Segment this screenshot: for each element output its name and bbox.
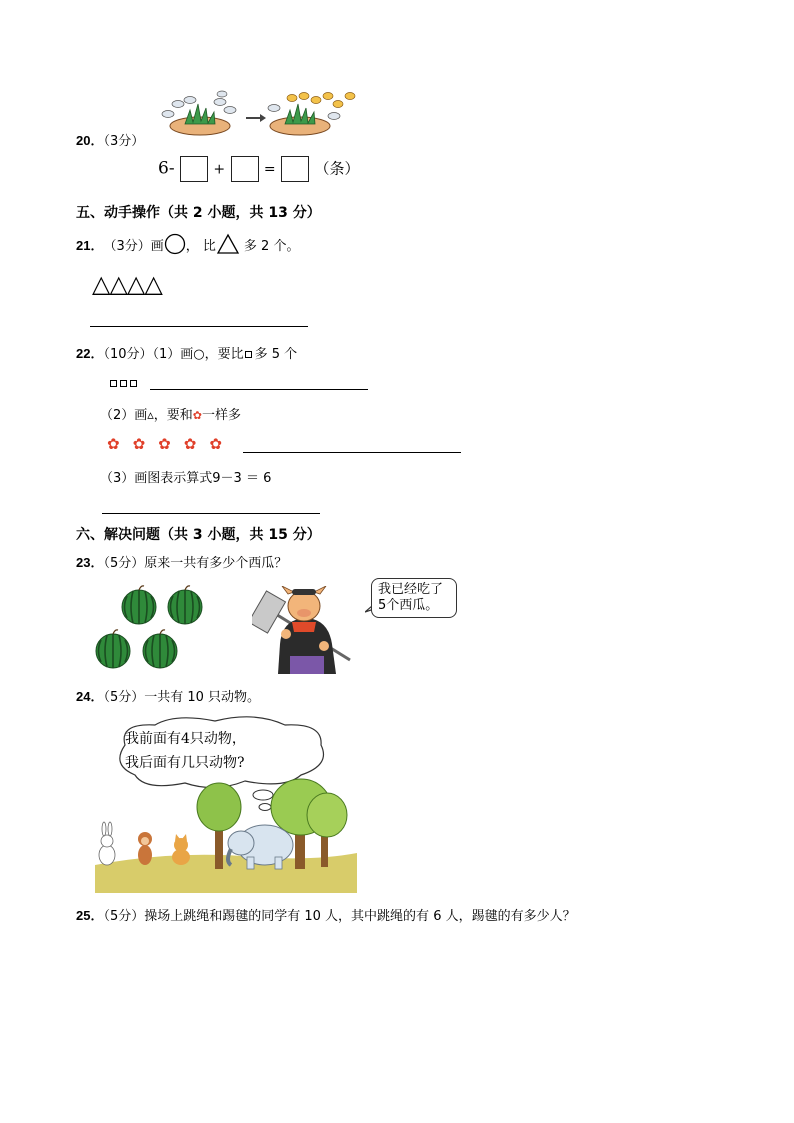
q22-header bbox=[76, 343, 297, 362]
q22-part2-answer-line[interactable] bbox=[243, 452, 461, 453]
triangle-icon bbox=[216, 233, 240, 255]
question-score: （5分） bbox=[103, 909, 145, 924]
q21-header bbox=[76, 233, 299, 255]
q22-squares bbox=[110, 376, 140, 391]
question-number: 25． bbox=[76, 908, 104, 923]
q22-part2 bbox=[100, 404, 241, 423]
q20-equation bbox=[158, 156, 359, 182]
square-icon bbox=[110, 380, 117, 387]
q22-part2-text-a: （2）画▵，要和 bbox=[100, 408, 193, 423]
q22-part1-text-a: （1）画○，要比 bbox=[152, 347, 244, 362]
square-icon bbox=[130, 380, 137, 387]
question-text: 操场上跳绳和踢毽的同学有 10 人，其中跳绳的有 6 人，踢毽的有多少人？ bbox=[144, 909, 576, 924]
answer-box-2[interactable] bbox=[231, 156, 259, 182]
flower-icon: ✿ bbox=[209, 435, 222, 453]
speech-line-1: 我已经吃了 bbox=[378, 582, 444, 597]
equals-sign: = bbox=[263, 161, 276, 178]
q22-part1-answer-line[interactable] bbox=[150, 389, 368, 390]
watermelons-picture bbox=[92, 585, 212, 677]
q22-flowers bbox=[107, 435, 235, 453]
q21-text-a: 画 bbox=[150, 238, 164, 254]
flower-icon: ✿ bbox=[192, 409, 203, 422]
thought-line-1: 我前面有4只动物， bbox=[125, 731, 246, 747]
thought-text bbox=[125, 727, 246, 775]
q22-part1-text-b: 多 5 个 bbox=[254, 347, 298, 362]
flower-icon: ✿ bbox=[158, 435, 171, 453]
answer-box-3[interactable] bbox=[281, 156, 309, 182]
q20-fish-picture bbox=[160, 90, 370, 138]
q21-text-c: 多 2 个。 bbox=[243, 238, 300, 254]
question-text: 一共有 10 只动物。 bbox=[144, 690, 261, 705]
q21-text-b: ， 比 bbox=[185, 238, 216, 254]
question-number: 22． bbox=[76, 346, 104, 361]
question-score: （5分） bbox=[103, 556, 145, 571]
question-score: （10分） bbox=[103, 347, 153, 362]
q25-header bbox=[76, 905, 576, 924]
q20-header bbox=[76, 130, 144, 149]
q21-triangles: △△△△ bbox=[92, 270, 162, 298]
thought-line-2: 我后面有几只动物? bbox=[125, 755, 245, 771]
question-number: 23． bbox=[76, 555, 104, 570]
answer-box-1[interactable] bbox=[180, 156, 208, 182]
q23-header bbox=[76, 552, 287, 571]
equation-start: 6- bbox=[158, 158, 175, 179]
zhu-bajie-picture bbox=[252, 586, 362, 684]
question-score: （3分） bbox=[103, 134, 145, 149]
small-square-icon bbox=[245, 351, 252, 358]
speech-line-2: 5个西瓜。 bbox=[378, 598, 439, 613]
square-icon bbox=[120, 380, 127, 387]
q21-answer-line[interactable] bbox=[90, 326, 308, 327]
q22-part3-answer-line[interactable] bbox=[102, 513, 320, 514]
section-6-title: 六、解决问题（共 3 小题，共 15 分） bbox=[76, 527, 321, 543]
unit-label: （条） bbox=[314, 159, 360, 178]
plus-sign: + bbox=[213, 161, 226, 178]
flower-icon: ✿ bbox=[107, 435, 120, 453]
flower-icon: ✿ bbox=[132, 435, 146, 453]
speech-bubble bbox=[371, 578, 457, 618]
q22-part2-text-b: 一样多 bbox=[202, 408, 242, 423]
question-score: （3分） bbox=[103, 238, 151, 254]
circle-icon bbox=[164, 233, 186, 255]
question-score: （5分） bbox=[103, 690, 145, 705]
section-5-title: 五、动手操作（共 2 小题，共 13 分） bbox=[76, 205, 321, 221]
question-text: 原来一共有多少个西瓜？ bbox=[144, 556, 288, 571]
question-number: 21． bbox=[76, 237, 104, 253]
flower-icon: ✿ bbox=[183, 435, 197, 453]
q24-header bbox=[76, 686, 260, 705]
question-number: 20． bbox=[76, 133, 104, 148]
question-number: 24． bbox=[76, 689, 104, 704]
q22-part3: （3）画图表示算式9－3 ＝ 6 bbox=[100, 471, 272, 486]
